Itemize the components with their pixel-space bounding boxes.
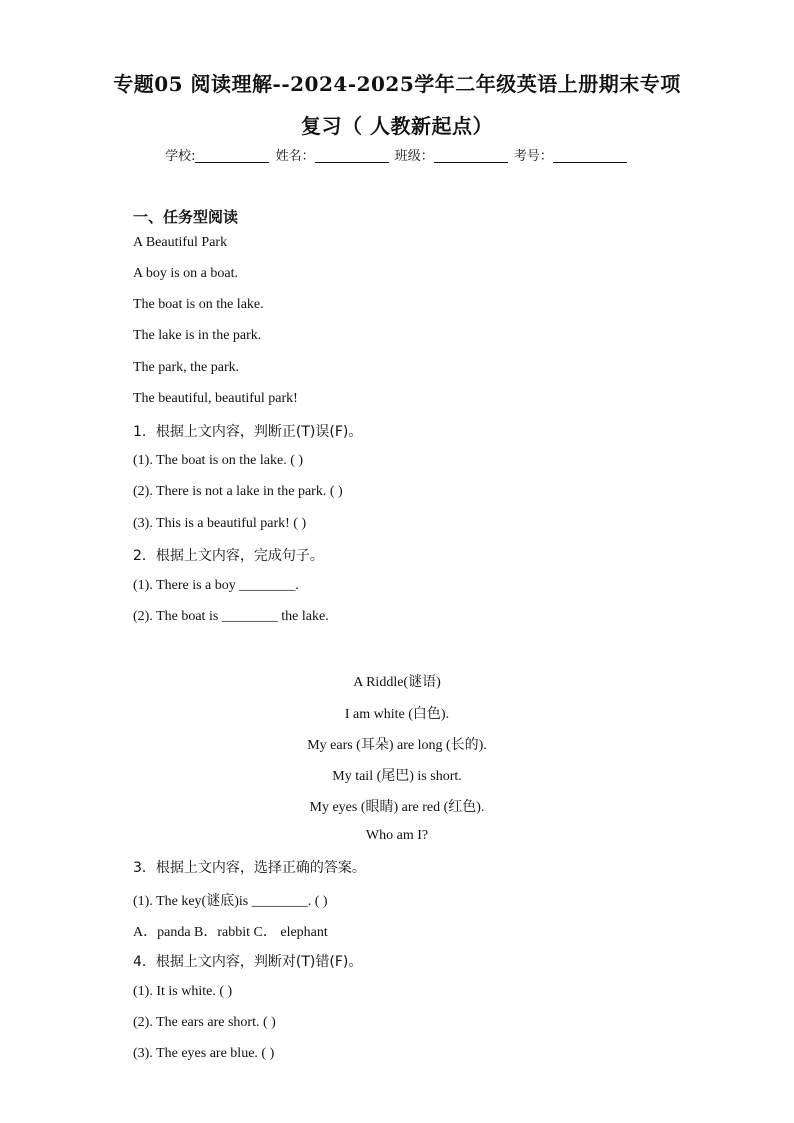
riddle-line: My eyes (眼睛) are red (红色). (309, 800, 485, 815)
question-2-item: (2). The boat is ________ the lake. (133, 609, 329, 624)
question-1-item: (3). This is a beautiful park! ( ) (133, 516, 307, 531)
passage-line: The park, the park. (133, 360, 240, 375)
school-blank[interactable] (195, 148, 269, 163)
passage-title: A Beautiful Park (133, 235, 228, 250)
riddle-title: A Riddle(谜语) (353, 675, 441, 690)
school-label: 学校: (165, 149, 196, 164)
exam-number-label: 考号： (513, 149, 553, 164)
name-blank[interactable] (315, 148, 389, 163)
passage-line: A boy is on a boat. (133, 266, 238, 281)
riddle-line: Who am I? (365, 828, 429, 843)
question-3-options: A．panda B．rabbit C． elephant (133, 925, 328, 940)
student-info-row (0, 145, 794, 164)
question-1-item: (2). There is not a lake in the park. ( ) (133, 484, 343, 499)
question-4-item: (2). The ears are short. ( ) (133, 1015, 276, 1030)
passage-line: The boat is on the lake. (133, 297, 264, 312)
name-label: 姓名： (275, 149, 315, 164)
passage-line: The lake is in the park. (133, 328, 262, 343)
class-label: 班级： (394, 149, 434, 164)
document-title-line-1: 专题05 阅读理解--2024-2025学年二年级英语上册期末专项 (113, 72, 681, 96)
class-blank[interactable] (434, 148, 508, 163)
question-4-item: (1). It is white. ( ) (133, 984, 233, 999)
riddle-line: I am white (白色). (344, 707, 450, 722)
exam-number-blank[interactable] (553, 148, 627, 163)
question-3-item: (1). The key(谜底)is ________. ( ) (133, 894, 328, 909)
riddle-line: My ears (耳朵) are long (长的). (307, 738, 487, 753)
question-4-prompt: 4．根据上文内容，判断对(T)错(F)。 (133, 954, 363, 970)
question-2-prompt: 2．根据上文内容，完成句子。 (133, 548, 324, 564)
question-3-prompt: 3．根据上文内容，选择正确的答案。 (133, 860, 366, 876)
riddle-line: My tail (尾巴) is short. (332, 769, 462, 784)
question-2-item: (1). There is a boy ________. (133, 578, 299, 593)
document-title-line-2: 复习（ 人教新起点） (301, 114, 493, 138)
question-4-item: (3). The eyes are blue. ( ) (133, 1046, 275, 1061)
section-heading: 一、任务型阅读 (133, 208, 239, 226)
question-1-item: (1). The boat is on the lake. ( ) (133, 453, 304, 468)
passage-line: The beautiful, beautiful park! (133, 391, 298, 406)
question-1-prompt: 1．根据上文内容，判断正(T)误(F)。 (133, 424, 363, 440)
